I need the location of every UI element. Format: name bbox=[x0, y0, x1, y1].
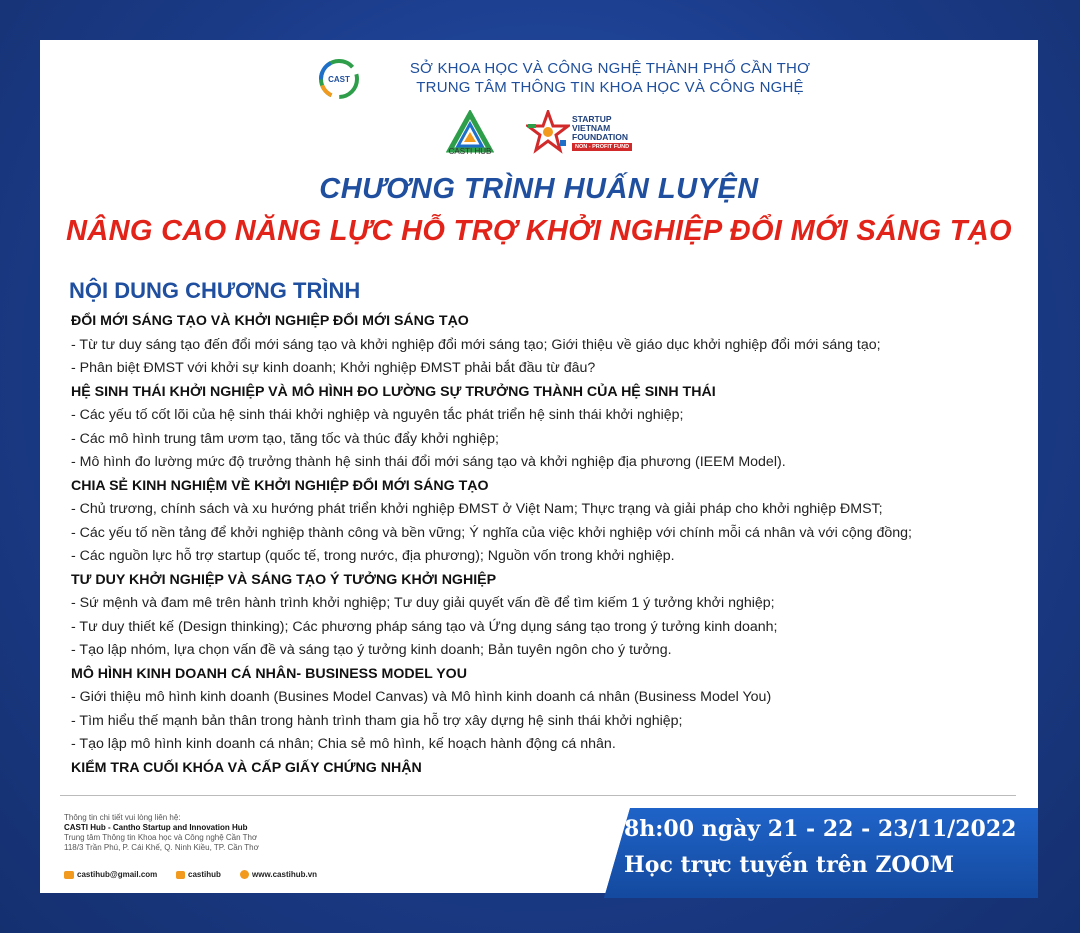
contact-links bbox=[64, 870, 394, 882]
content-heading: CHIA SẺ KINH NGHIỆM VỀ KHỞI NGHIỆP ĐỔI MỚI SÁNG TẠO bbox=[71, 477, 489, 494]
casti-hub-label: CASTI HUB bbox=[448, 147, 492, 156]
content-item: - Các nguồn lực hỗ trợ startup (quốc tế, trong nước, địa phương); Nguồn vốn trong khởi nghiệp. bbox=[71, 548, 675, 564]
cast-logo-icon bbox=[318, 58, 360, 100]
contact-name: CASTI Hub - Cantho Startup and Innovation Hub bbox=[64, 823, 248, 832]
email-icon bbox=[64, 871, 74, 879]
website-link[interactable]: www.castihub.vn bbox=[240, 870, 317, 879]
content-heading: TƯ DUY KHỞI NGHIỆP VÀ SÁNG TẠO Ý TƯỞNG KHỞI NGHIỆP bbox=[71, 571, 497, 588]
content-item: - Tạo lập nhóm, lựa chọn vấn đề và sáng tạo ý tưởng kinh doanh; Bản tuyên ngôn cho ý tưởng. bbox=[71, 642, 672, 658]
svf-label-3: FOUNDATION bbox=[572, 132, 629, 142]
svf-badge: NON - PROFIT FUND bbox=[572, 143, 632, 151]
content-item: - Mô hình đo lường mức độ trưởng thành hệ sinh thái đổi mới sáng tạo và khởi nghiệp địa phương (IEEM Model). bbox=[71, 454, 786, 470]
footer-divider bbox=[60, 795, 1016, 796]
contact-intro: Thông tin chi tiết vui lòng liên hệ: bbox=[64, 813, 181, 822]
program-content bbox=[71, 310, 1031, 780]
content-item: - Tạo lập mô hình kinh doanh cá nhân; Chia sẻ mô hình, kế hoạch hành động cá nhân. bbox=[71, 736, 616, 752]
content-item: - Phân biệt ĐMST với khởi sự kinh doanh; Khởi nghiệp ĐMST phải bắt đầu từ đâu? bbox=[71, 360, 596, 376]
content-item: - Từ tư duy sáng tạo đến đổi mới sáng tạo và khởi nghiệp đổi mới sáng tạo; Giới thiệu về giáo dục khởi nghiệp đổi mới sáng tạo; bbox=[71, 336, 881, 353]
facebook-link[interactable]: castihub bbox=[176, 870, 221, 879]
content-item: - Giới thiệu mô hình kinh doanh (Busines Model Canvas) và Mô hình kinh doanh cá nhân (Business Model You) bbox=[71, 689, 772, 705]
facebook-icon bbox=[176, 871, 185, 879]
content-heading: MÔ HÌNH KINH DOANH CÁ NHÂN- BUSINESS MODEL YOU bbox=[71, 665, 467, 682]
contact-address: 118/3 Trần Phú, P. Cái Khế, Q. Ninh Kiều, TP. Cần Thơ bbox=[64, 843, 259, 852]
schedule-venue: Học trực tuyến trên ZOOM bbox=[624, 852, 955, 878]
content-heading: HỆ SINH THÁI KHỞI NGHIỆP VÀ MÔ HÌNH ĐO LƯỜNG SỰ TRƯỞNG THÀNH CỦA HỆ SINH THÁI bbox=[71, 383, 716, 400]
content-item: - Sứ mệnh và đam mê trên hành trình khởi nghiệp; Tư duy giải quyết vấn đề để tìm kiếm 1 ý tưởng khởi nghiệp; bbox=[71, 595, 775, 611]
content-item: - Tìm hiểu thế mạnh bản thân trong hành trình tham gia hỗ trợ xây dựng hệ sinh thái khởi nghiệp; bbox=[71, 712, 683, 729]
contact-org: Trung tâm Thông tin Khoa học và Công nghệ Cần Thơ bbox=[64, 833, 258, 842]
program-subtitle: NÂNG CAO NĂNG LỰC HỖ TRỢ KHỞI NGHIỆP ĐỔI MỚI SÁNG TẠO bbox=[66, 215, 1012, 247]
svf-label-1: STARTUP bbox=[572, 114, 612, 124]
org-line-2: TRUNG TÂM THÔNG TIN KHOA HỌC VÀ CÔNG NGHỆ bbox=[416, 79, 804, 96]
content-item: - Các yếu tố nền tảng để khởi nghiệp thành công và bền vững; Ý nghĩa của việc khởi nghiệp với chính mỗi cá nhân và với cộng đồng; bbox=[71, 524, 912, 541]
email-link[interactable]: castihub@gmail.com bbox=[64, 870, 157, 879]
content-item: - Tư duy thiết kế (Design thinking); Các phương pháp sáng tạo và Ứng dụng sáng tạo trong ý tưởng kinh doanh; bbox=[71, 618, 778, 635]
section-title: NỘI DUNG CHƯƠNG TRÌNH bbox=[69, 278, 361, 303]
poster-card bbox=[40, 40, 1038, 893]
content-heading: ĐỔI MỚI SÁNG TẠO VÀ KHỞI NGHIỆP ĐỔI MỚI SÁNG TẠO bbox=[71, 313, 469, 329]
svf-logo-icon bbox=[526, 110, 570, 154]
content-heading: KIỂM TRA CUỐI KHÓA VÀ CẤP GIẤY CHỨNG NHẬN bbox=[71, 759, 422, 776]
contact-info bbox=[64, 813, 394, 853]
cast-logo-text: CAST bbox=[328, 75, 350, 84]
globe-icon bbox=[240, 870, 249, 879]
program-title: CHƯƠNG TRÌNH HUẤN LUYỆN bbox=[319, 173, 759, 205]
org-line-1: SỞ KHOA HỌC VÀ CÔNG NGHỆ THÀNH PHỐ CẦN THƠ bbox=[409, 60, 811, 77]
content-item: - Chủ trương, chính sách và xu hướng phát triển khởi nghiệp ĐMST ở Việt Nam; Thực trạng và giải pháp cho khởi nghiệp ĐMST; bbox=[71, 501, 883, 517]
schedule-date: 8h:00 ngày 21 - 22 - 23/11/2022 bbox=[624, 816, 1017, 842]
content-item: - Các yếu tố cốt lõi của hệ sinh thái khởi nghiệp và nguyên tắc phát triển hệ sinh thái khởi nghiệp; bbox=[71, 407, 684, 423]
content-item: - Các mô hình trung tâm ươm tạo, tăng tốc và thúc đẩy khởi nghiệp; bbox=[71, 430, 499, 447]
svf-label-2: VIETNAM bbox=[572, 123, 611, 133]
